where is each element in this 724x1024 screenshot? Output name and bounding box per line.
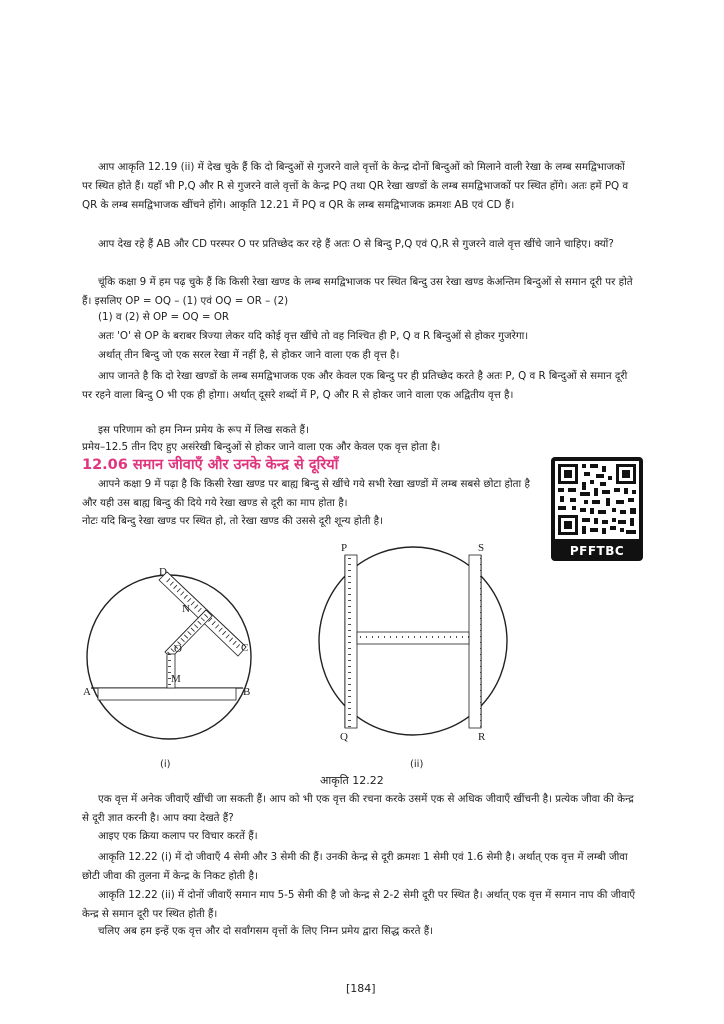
subfigure-label-i: (i) bbox=[160, 759, 171, 770]
label-n: N bbox=[182, 603, 190, 615]
paragraph-perpendicular-bisectors: आप आकृति 12.19 (ii) में देख चुके हैं कि दो बिन्दुओं से गुजरने वाले वृत्तों के केन्द्र दोनों बिन्दुओं को मिलाने वाली रेखा के लम्ब समद्विभाजकों पर स्थित होते हैं। यहाँ भी P,Q और R से गुजरने वाले वृत्तों के केन्द्र PQ तथा QR रेखा खण्डों के लम्ब समद्विभाजकों पर स्थित होंगे। अतः हमें PQ व QR के लम्ब समद्विभाजक खींचने होंगे। आकृति 12.21 में PQ व QR के लम्ब समद्विभाजक क्रमशः AB एवं CD हैं। bbox=[82, 161, 629, 212]
paragraph-unique-point-o: आप जानते है कि दो रेखा खण्डों के लम्ब समद्विभाजक एक और केवल एक बिन्दु पर ही प्रतिच्छेद करते है अतः P, Q व R बिन्दुओं से समान दूरी पर रहने वाला बिन्दु O भी एक ही होगा। अर्थात् दूसरे शब्दों में P, Q और R से होकर जाने वाला एक अद्वितीय वृत्त है। bbox=[82, 370, 628, 402]
paragraph-equal-distance: चूंकि कक्षा 9 में हम पढ़ चुके हैं कि किसी रेखा खण्ड के लम्ब समद्विभाजक पर स्थित बिन्दु उस रेखा खण्ड केअन्तिम बिन्दुओं से समान दूरी पर होते हैं। इसलिए OP = OQ – (1) एवं OQ = OR – (2) bbox=[82, 276, 633, 308]
paragraph-unique-circle: अर्थात् तीन बिन्दु जो एक सरल रेखा में नहीं है, से होकर जाने वाला एक ही वृत्त है। bbox=[98, 349, 400, 361]
equation-op-oq-or: (1) व (2) से OP = OQ = OR bbox=[98, 311, 230, 323]
paragraph-prove-theorem: चलिए अब हम इन्हें एक वृत्त और दो सर्वांगसम वृत्तों के लिए निम्न प्रमेय द्वारा सिद्ध करते हैं। bbox=[98, 925, 434, 937]
ruler-ab-ticks bbox=[98, 688, 236, 694]
page-number: [184] bbox=[346, 982, 376, 995]
paragraph-intersection-o: आप देख रहे हैं AB और CD परस्पर O पर प्रतिच्छेद कर रहे हैं अतः O से बिन्दु P,Q एवं Q,R से गुजरने वाले वृत्त खींचे जाने चाहिए। क्यों? bbox=[98, 238, 614, 250]
ruler-sr-ticks bbox=[477, 555, 481, 728]
ruler-pq-ticks bbox=[345, 555, 351, 728]
label-q: Q bbox=[340, 731, 348, 743]
figure-part-i bbox=[83, 566, 251, 739]
qr-code-label: PFFTBC bbox=[569, 544, 625, 558]
theorem-12-5: प्रमेय–12.5 तीन दिए हुए असंरेखी बिन्दुओं से होकर जाने वाला एक और केवल एक वृत्त होता है। bbox=[82, 441, 441, 453]
label-o: O bbox=[174, 643, 182, 655]
label-m: M bbox=[171, 673, 181, 685]
subfigure-label-ii: (ii) bbox=[410, 759, 424, 770]
figure-caption: आकृति 12.22 bbox=[320, 774, 384, 787]
paragraph-theorem-intro: इस परिणाम को हम निम्न प्रमेय के रूप में लिख सकते हैं। bbox=[98, 424, 309, 436]
paragraph-circle-through-pqr: अतः 'O' से OP के बराबर त्रिज्या लेकर यदि कोई वृत्त खींचे तो वह निश्चित ही P, Q व R बिन्दुओं से होकर गुजरेगा। bbox=[98, 330, 529, 342]
label-c: C bbox=[241, 642, 249, 654]
note-distance-zero: नोटः यदि बिन्दु रेखा खण्ड पर स्थित हो, तो रेखा खण्ड की उससे दूरी शून्य होती है। bbox=[82, 515, 384, 527]
ruler-middle-ticks bbox=[357, 632, 469, 638]
paragraph-figure-i-explanation: आकृति 12.22 (i) में दो जीवाएँ 4 सेमी और 3 सेमी की हैं। उनकी केन्द्र से दूरी क्रमशः 1 सेमी एवं 1.6 सेमी है। अर्थात् एक वृत्त में लम्बी जीवा छोटी जीवा की तुलना में केन्द्र के निकट होती है। bbox=[82, 851, 628, 883]
figure-part-ii bbox=[319, 542, 507, 743]
paragraph-figure-ii-explanation: आकृति 12.22 (ii) में दोनों जीवाएँ समान माप 5-5 सेमी की है जो केन्द्र से 2-2 सेमी दूरी पर स्थित है। अर्थात् एक वृत्त में समान नाप की जीवाएँ केन्द्र से समान दूरी पर स्थित होती हैं। bbox=[82, 889, 636, 921]
label-s: S bbox=[478, 542, 485, 554]
section-heading-12-06: 12.06 समान जीवाएँ और उनके केन्द्र से दूरियाँ bbox=[82, 457, 339, 473]
paragraph-many-chords: एक वृत्त में अनेक जीवाएँ खींची जा सकती हैं। आप को भी एक वृत्त की रचना करके उसमें एक से अधिक जीवाएँ खींचनी है। प्रत्येक जीवा की केन्द्र से दूरी ज्ञात करनी है। आप क्या देखते हैं? bbox=[82, 793, 634, 825]
label-a: A bbox=[83, 686, 91, 698]
paragraph-perpendicular-shortest: आपने कक्षा 9 में पढ़ा है कि किसी रेखा खण्ड पर बाह्य बिन्दु से खींचे गये सभी रेखा खण्डों में लम्ब सबसे छोटा होता है और यही उस बाह्य बिन्दु की दिये गये रेखा खण्ड से दूरी का माप होता है। bbox=[82, 478, 530, 510]
ruler-on bbox=[165, 610, 212, 658]
label-p: P bbox=[341, 542, 348, 554]
label-r: R bbox=[478, 731, 486, 743]
label-b: B bbox=[243, 686, 251, 698]
label-d: D bbox=[159, 566, 167, 578]
paragraph-activity: आइए एक क्रिया कलाप पर विचार करतें हैं। bbox=[98, 830, 258, 842]
